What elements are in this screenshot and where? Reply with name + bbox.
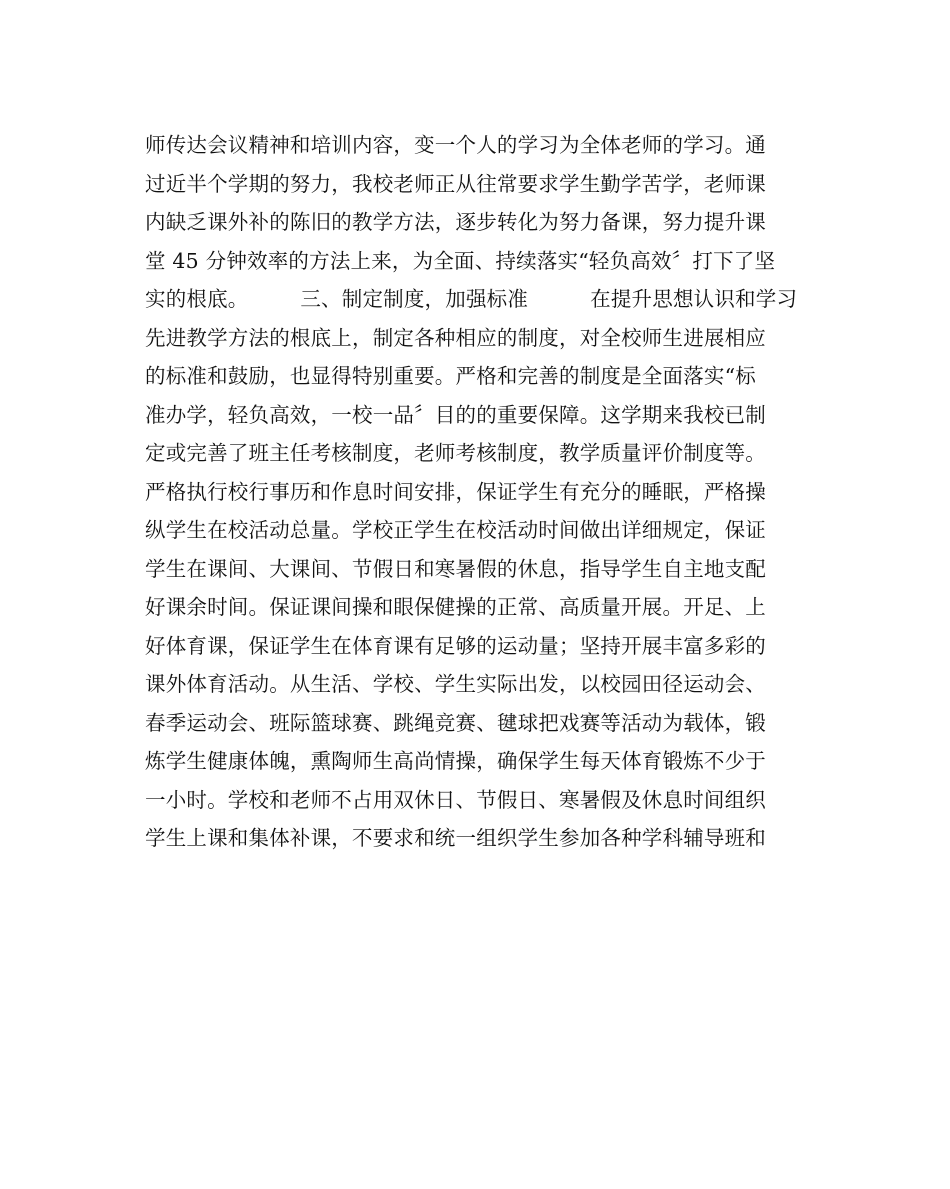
text-line: 春季运动会、班际篮球赛、跳绳竞赛、毽球把戏赛等活动为载体，锻: [145, 710, 766, 735]
text-line: 学生在课间、大课间、节假日和寒暑假的休息，指导学生自主地支配: [145, 556, 766, 581]
text-line: 实的根底。 三、制定制度，加强标准 在提升思想认识和学习: [145, 287, 798, 311]
text-line: 好课余时间。保证课间操和眼保健操的正常、高质量开展。开足、上: [145, 595, 766, 619]
text-line: 严格执行校行事历和作息时间安排，保证学生有充分的睡眠，严格操: [145, 479, 766, 504]
text-line: 准办学，轻负高效，一校一品〞目的的重要保障。这学期来我校已制: [145, 402, 766, 427]
text-line: 过近半个学期的努力，我校老师正从往常要求学生勤学苦学，老师课: [145, 171, 766, 196]
text-line: 堂 45 分钟效率的方法上来，为全面、持续落实“轻负高效〞打下了坚: [145, 248, 776, 273]
text-line: 一小时。学校和老师不占用双休日、节假日、寒暑假及休息时间组织: [145, 787, 766, 812]
text-line: 学生上课和集体补课，不要求和统一组织学生参加各种学科辅导班和: [145, 826, 766, 850]
text-line: 炼学生健康体魄，熏陶师生高尚情操，确保学生每天体育锻炼不少于: [145, 749, 766, 773]
text-line: 内缺乏课外补的陈旧的教学方法，逐步转化为努力备课，努力提升课: [145, 210, 766, 234]
text-line: 先进教学方法的根底上，制定各种相应的制度，对全校师生进展相应: [145, 325, 766, 350]
text-line: 的标准和鼓励，也显得特别重要。严格和完善的制度是全面落实“标: [145, 364, 756, 388]
body-text: [145, 126, 805, 858]
text-line: 定或完善了班主任考核制度，老师考核制度，教学质量评价制度等。: [145, 441, 766, 465]
text-line: 纵学生在校活动总量。学校正学生在校活动时间做出详细规定，保证: [145, 518, 766, 542]
text-line: 师传达会议精神和培训内容，变一个人的学习为全体老师的学习。通: [145, 133, 766, 157]
text-line: 课外体育活动。从生活、学校、学生实际出发，以校园田径运动会、: [145, 672, 766, 696]
text-line: 好体育课，保证学生在体育课有足够的运动量；坚持开展丰富多彩的: [145, 633, 766, 658]
